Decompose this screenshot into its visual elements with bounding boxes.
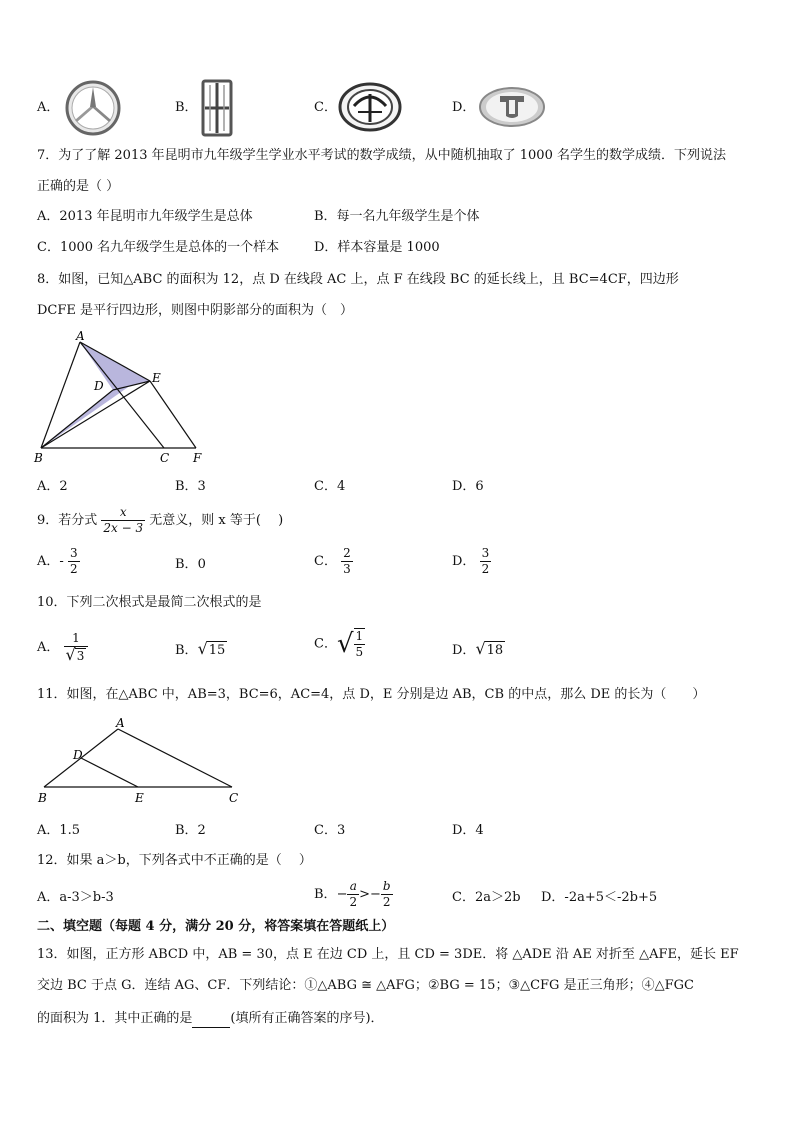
mercedes-benz-logo-icon bbox=[62, 80, 124, 136]
q11-option-c: C．3 bbox=[314, 823, 346, 838]
q8-option-d: D．6 bbox=[452, 479, 484, 494]
q9-option-c: C． $\frac{2}{3}$ bbox=[314, 546, 351, 576]
q8-shaded-top bbox=[80, 342, 150, 390]
q10-option-c: C．√ $\frac{1}{5}$ bbox=[314, 629, 364, 659]
q13-line2: 交边 BC 于点 G．连结 AG、CF．下列结论：①△ABG ≅ △AFG；②BG = 15；③△CFG 是正三角形；④△FGC bbox=[37, 978, 694, 993]
q10-stem: 10．下列二次根式是最简二次根式的是 bbox=[37, 595, 262, 610]
q8-label-a: A bbox=[76, 330, 85, 343]
q8-figure bbox=[30, 330, 220, 470]
q13-line3: 的面积为 1．其中正确的是 (填所有正确答案的序号)． bbox=[37, 1011, 384, 1026]
q8-label-c: C bbox=[160, 451, 170, 465]
brilliance-logo-icon bbox=[338, 82, 402, 132]
lincoln-logo-icon bbox=[200, 79, 234, 137]
q13-line1: 13．如图，正方形 ABCD 中，AB = 30，点 E 在边 CD 上，且 CD = 3DE．将 △ADE 沿 AE 对折至 △AFE，延长 EF bbox=[37, 947, 739, 962]
q6-option-d-label: D． bbox=[452, 100, 476, 115]
q11-label-c: C bbox=[229, 791, 239, 805]
q7-option-b: B．每一名九年级学生是个体 bbox=[314, 209, 480, 224]
q8-label-f: F bbox=[193, 451, 202, 465]
q8-shaded-bottom bbox=[41, 385, 131, 448]
q13-answer-blank[interactable] bbox=[192, 1014, 230, 1028]
q12-option-b: B．− $\frac{a}{2}$ >− $\frac{b}{2}$ bbox=[314, 879, 391, 909]
q10-option-a: A． $\frac{1}{√3}$ bbox=[37, 631, 88, 664]
section-2-title: 二、填空题（每题 4 分，满分 20 分，将答案填在答题纸上） bbox=[37, 919, 395, 934]
q9-option-a: A．- $\frac{3}{2}$ bbox=[37, 546, 78, 576]
q8-label-e: E bbox=[152, 371, 161, 385]
q11-figure bbox=[30, 714, 250, 809]
great-wall-logo-icon bbox=[478, 86, 546, 128]
q7-option-d: D．样本容量是 1000 bbox=[314, 240, 440, 255]
q8-option-c: C．4 bbox=[314, 479, 346, 494]
q11-label-d: D bbox=[73, 748, 83, 762]
q11-label-e: E bbox=[135, 791, 144, 805]
q12-stem: 12．如果 a＞b，下列各式中不正确的是（ ） bbox=[37, 853, 312, 868]
q8-stem-line2: DCFE 是平行四边形，则图中阴影部分的面积为（ ） bbox=[37, 303, 354, 318]
q7-stem-line1: 7．为了了解 2013 年昆明市九年级学生学业水平考试的数学成绩，从中随机抽取了 1000 名学生的数学成绩．下列说法 bbox=[37, 148, 726, 163]
q11-label-a: A bbox=[116, 716, 125, 730]
q6-option-a-label: A． bbox=[37, 100, 60, 115]
q6-option-c-label: C． bbox=[314, 100, 337, 115]
q8-label-b: B bbox=[34, 451, 43, 465]
q11-option-a: A．1.5 bbox=[37, 823, 81, 838]
q9-option-b: B．0 bbox=[175, 557, 206, 572]
q12-option-d: D．-2a+5＜-2b+5 bbox=[541, 890, 658, 905]
q6-option-b-label: B． bbox=[175, 100, 198, 115]
q9-prefix: 9．若分式 bbox=[37, 513, 98, 528]
q8-option-a: A．2 bbox=[37, 479, 68, 494]
q12-option-a: A．a-3＞b-3 bbox=[37, 890, 114, 905]
q7-option-c: C．1000 名九年级学生是总体的一个样本 bbox=[37, 240, 280, 255]
q11-option-d: D．4 bbox=[452, 823, 484, 838]
q9-option-d: D． $\frac{3}{2}$ bbox=[452, 546, 490, 576]
q11-stem: 11．如图，在△ABC 中，AB=3，BC=6，AC=4，点 D，E 分别是边 AB，CB 的中点，那么 DE 的长为（ ） bbox=[37, 687, 706, 702]
q10-option-b: B．√15 bbox=[175, 639, 226, 658]
q11-option-b: B．2 bbox=[175, 823, 206, 838]
q11-label-b: B bbox=[38, 791, 47, 805]
q10-option-d: D．√18 bbox=[452, 639, 504, 658]
q8-option-b: B．3 bbox=[175, 479, 206, 494]
q8-label-d: D bbox=[94, 379, 104, 393]
q12-option-c: C．2a＞2b bbox=[452, 890, 521, 905]
q7-option-a: A．2013 年昆明市九年级学生是总体 bbox=[37, 209, 253, 224]
q9-fraction: $\frac{x}{2x - 3}$ bbox=[103, 505, 144, 535]
q7-stem-line2: 正确的是（ ） bbox=[37, 179, 120, 194]
q9-suffix: 无意义，则 x 等于( ) bbox=[149, 513, 284, 528]
q8-stem-line1: 8．如图，已知△ABC 的面积为 12，点 D 在线段 AC 上，点 F 在线段 BC 的延长线上，且 BC=4CF，四边形 bbox=[37, 272, 679, 287]
